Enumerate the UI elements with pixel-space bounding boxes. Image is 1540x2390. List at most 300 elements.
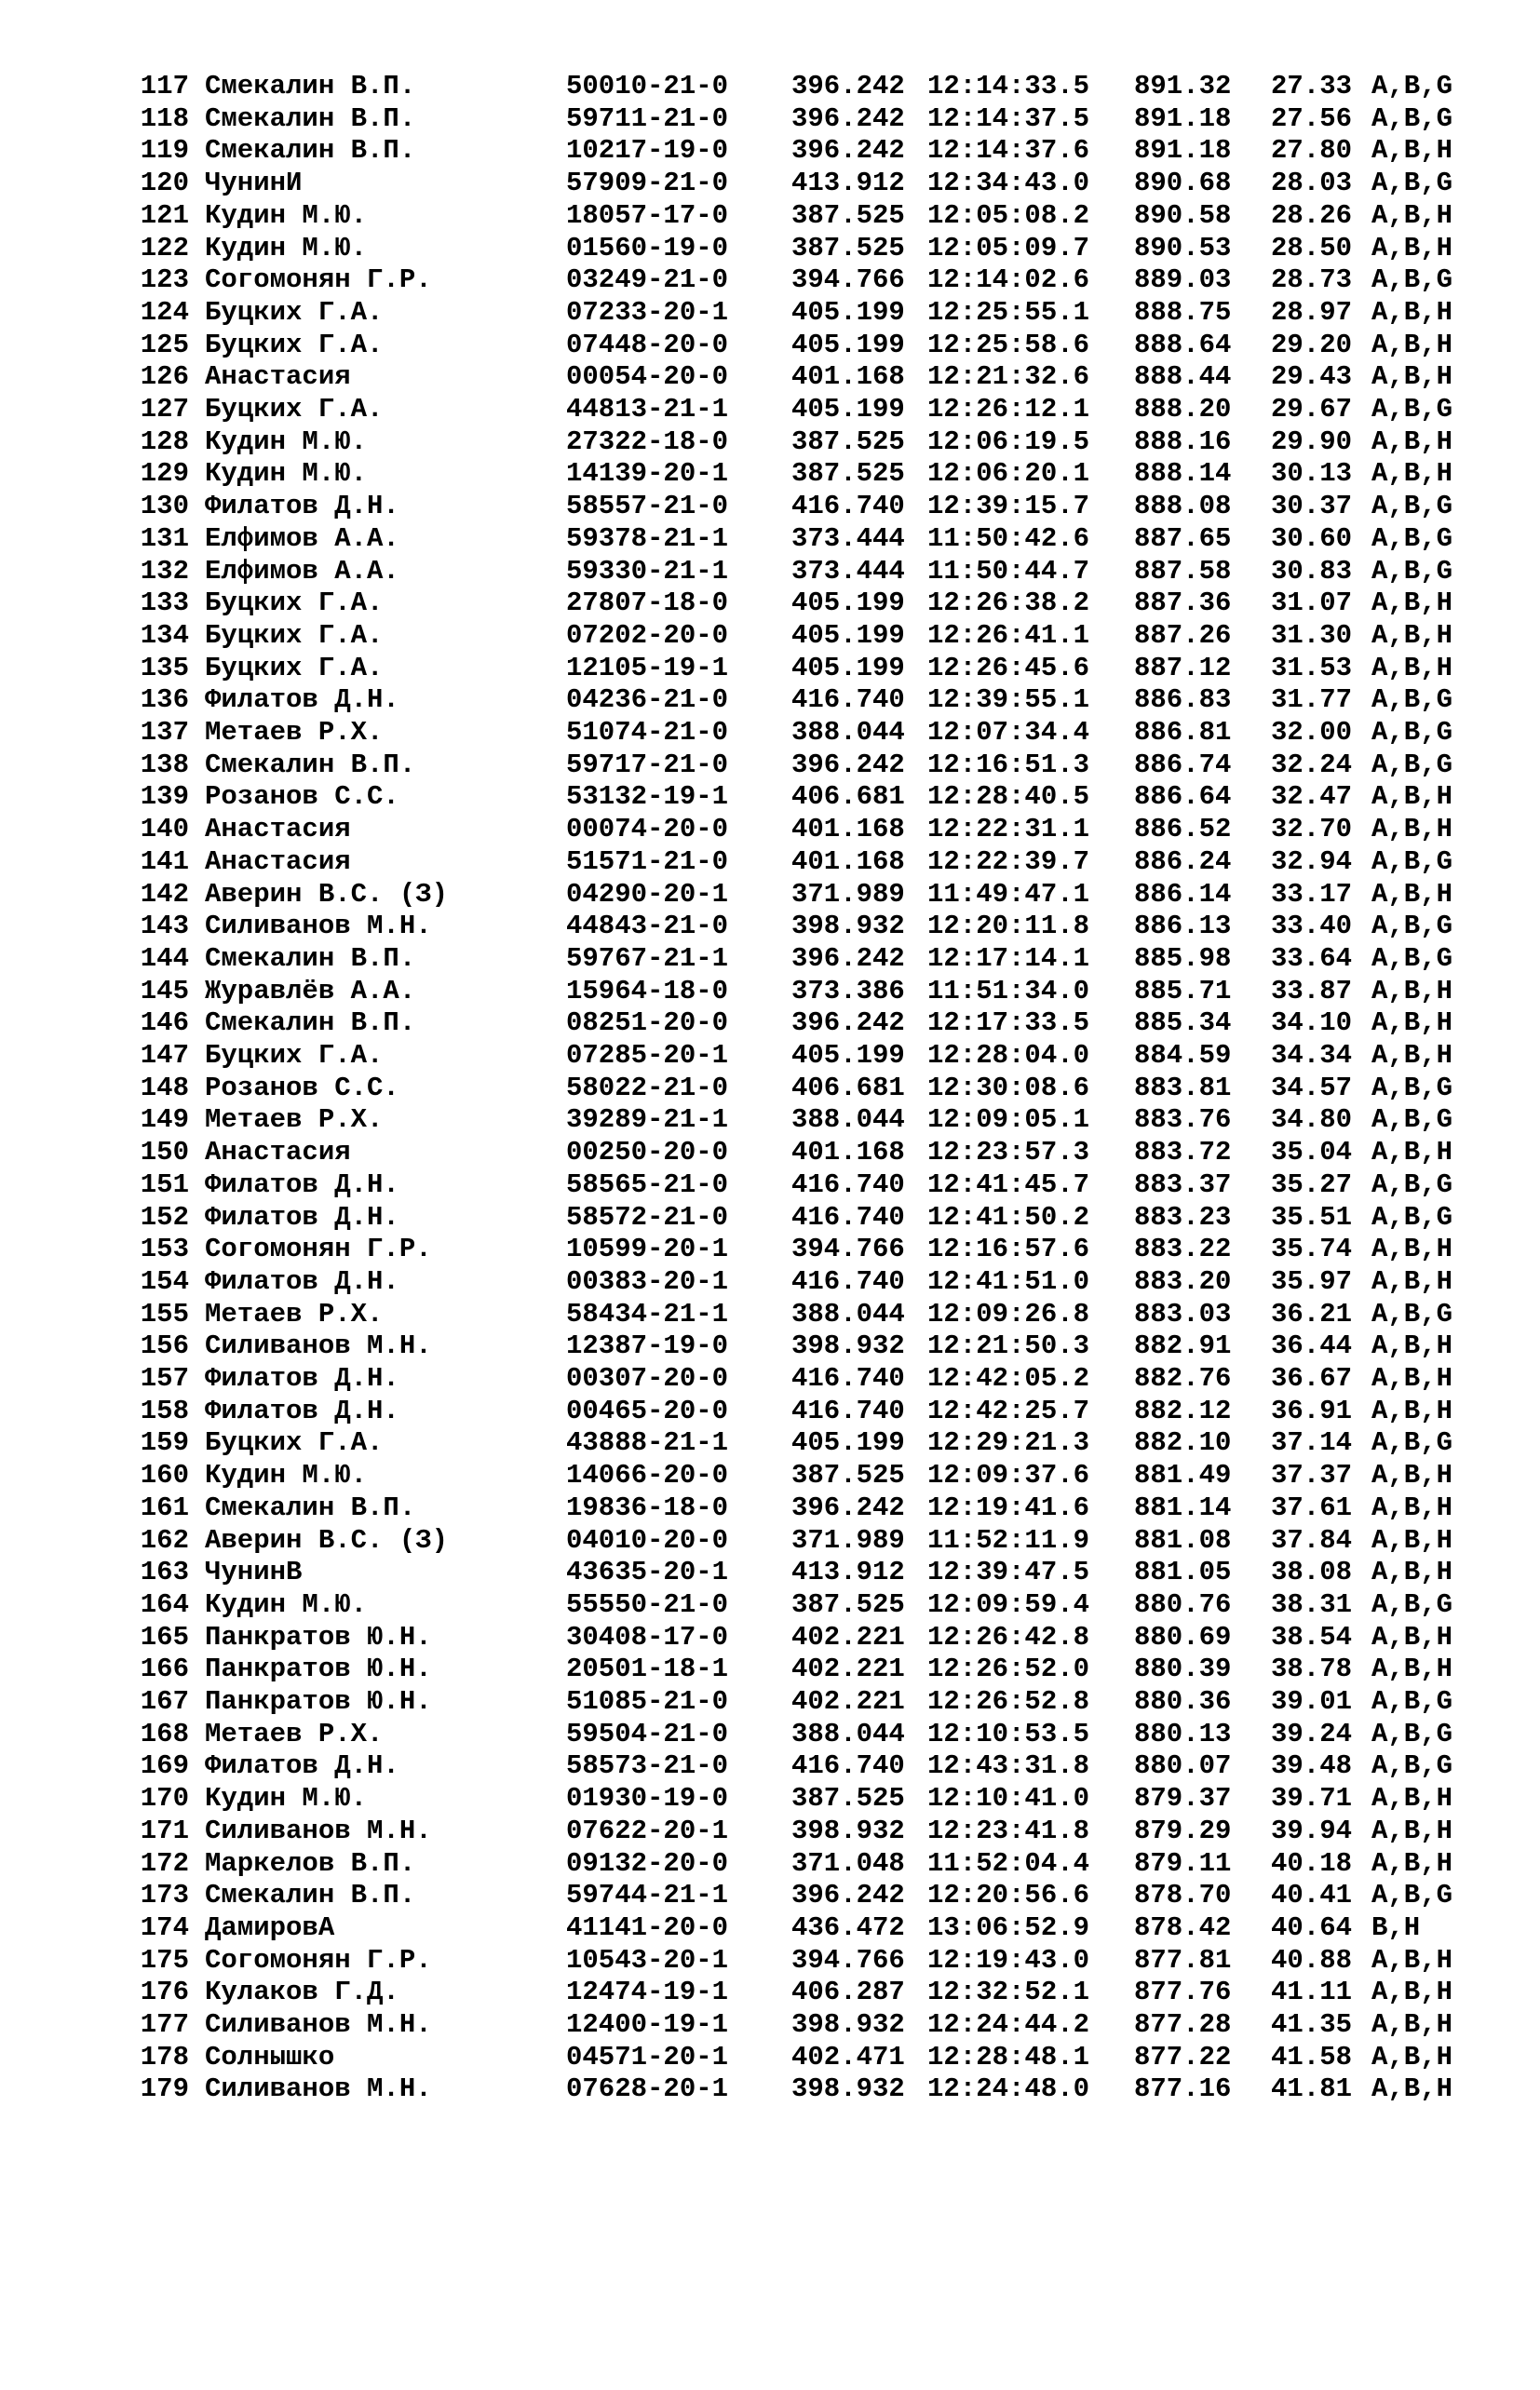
time-cell: 12:17:14.1: [927, 942, 1090, 974]
distance-cell: 405.199: [791, 296, 905, 328]
speed-cell: 890.68: [1134, 168, 1232, 199]
ring-cell: 09132-20-0: [566, 1847, 729, 1879]
ring-cell: 14139-20-1: [566, 458, 729, 490]
name-cell: Силиванов М.Н.: [205, 2009, 432, 2040]
coefficient-cell: 29.90: [1271, 425, 1353, 457]
result-row: [0, 2042, 1540, 2073]
distance-cell: 373.386: [791, 975, 905, 1006]
result-row: [0, 1202, 1540, 1234]
position-cell: 128: [140, 425, 189, 457]
speed-cell: 881.49: [1134, 1460, 1232, 1492]
ring-cell: 20501-18-1: [566, 1654, 729, 1685]
ring-cell: 04290-20-1: [566, 878, 729, 910]
position-cell: 179: [140, 2073, 189, 2105]
result-row: [0, 684, 1540, 716]
position-cell: 126: [140, 361, 189, 393]
coefficient-cell: 29.43: [1271, 361, 1353, 393]
speed-cell: 879.29: [1134, 1815, 1232, 1846]
coefficient-cell: 35.74: [1271, 1234, 1353, 1265]
ring-cell: 18057-17-0: [566, 199, 729, 231]
distance-cell: 394.766: [791, 1234, 905, 1265]
position-cell: 117: [140, 71, 189, 101]
time-cell: 12:10:53.5: [927, 1718, 1090, 1749]
class-cell: A,B,G: [1371, 845, 1453, 877]
coefficient-cell: 28.03: [1271, 168, 1353, 199]
class-cell: A,B,H: [1371, 425, 1453, 457]
result-row: [0, 103, 1540, 135]
name-cell: Елфимов А.А.: [205, 555, 399, 587]
position-cell: 151: [140, 1168, 189, 1200]
distance-cell: 405.199: [791, 652, 905, 683]
speed-cell: 884.59: [1134, 1040, 1232, 1071]
class-cell: A,B,H: [1371, 135, 1453, 167]
time-cell: 12:14:37.6: [927, 135, 1090, 167]
class-cell: A,B,H: [1371, 199, 1453, 231]
time-cell: 12:21:50.3: [927, 1330, 1090, 1362]
speed-cell: 883.76: [1134, 1104, 1232, 1136]
result-row: [0, 1427, 1540, 1459]
speed-cell: 891.18: [1134, 135, 1232, 167]
time-cell: 12:39:55.1: [927, 684, 1090, 716]
coefficient-cell: 41.81: [1271, 2073, 1353, 2105]
time-cell: 12:42:25.7: [927, 1395, 1090, 1426]
ring-cell: 58557-21-0: [566, 491, 729, 522]
speed-cell: 888.08: [1134, 491, 1232, 522]
time-cell: 12:09:37.6: [927, 1460, 1090, 1492]
name-cell: Кудин М.Ю.: [205, 1588, 368, 1620]
coefficient-cell: 35.51: [1271, 1201, 1353, 1233]
class-cell: A,B,H: [1371, 814, 1453, 845]
time-cell: 12:26:45.6: [927, 652, 1090, 683]
time-cell: 12:14:02.6: [927, 264, 1090, 296]
time-cell: 12:14:33.5: [927, 71, 1090, 101]
distance-cell: 405.199: [791, 1040, 905, 1071]
speed-cell: 882.91: [1134, 1330, 1232, 1362]
name-cell: Аверин В.С. (З): [205, 1524, 449, 1556]
name-cell: Буцких Г.А.: [205, 329, 384, 360]
result-row: [0, 1622, 1540, 1654]
speed-cell: 881.08: [1134, 1524, 1232, 1556]
result-row: [0, 71, 1540, 102]
coefficient-cell: 36.67: [1271, 1363, 1353, 1394]
name-cell: Филатов Д.Н.: [205, 1750, 399, 1782]
result-row: [0, 1040, 1540, 1072]
class-cell: A,B,H: [1371, 2073, 1453, 2105]
speed-cell: 880.36: [1134, 1686, 1232, 1717]
coefficient-cell: 28.97: [1271, 296, 1353, 328]
speed-cell: 888.20: [1134, 394, 1232, 425]
position-cell: 131: [140, 522, 189, 554]
result-row: [0, 1557, 1540, 1588]
result-row: [0, 653, 1540, 684]
position-cell: 139: [140, 781, 189, 813]
ring-cell: 01930-19-0: [566, 1783, 729, 1815]
time-cell: 12:22:39.7: [927, 845, 1090, 877]
name-cell: Смекалин В.П.: [205, 1880, 416, 1911]
name-cell: Елфимов А.А.: [205, 522, 399, 554]
speed-cell: 886.64: [1134, 781, 1232, 813]
coefficient-cell: 30.83: [1271, 555, 1353, 587]
time-cell: 12:05:08.2: [927, 199, 1090, 231]
position-cell: 140: [140, 814, 189, 845]
result-row: [0, 1945, 1540, 1977]
coefficient-cell: 31.53: [1271, 652, 1353, 683]
distance-cell: 406.681: [791, 1072, 905, 1103]
result-row: [0, 1848, 1540, 1880]
result-row: [0, 1589, 1540, 1621]
coefficient-cell: 34.57: [1271, 1072, 1353, 1103]
name-cell: Метаев Р.Х.: [205, 1298, 384, 1330]
speed-cell: 888.14: [1134, 458, 1232, 490]
coefficient-cell: 39.48: [1271, 1750, 1353, 1782]
result-row: [0, 200, 1540, 232]
name-cell: Филатов Д.Н.: [205, 684, 399, 716]
distance-cell: 387.525: [791, 1783, 905, 1815]
distance-cell: 401.168: [791, 845, 905, 877]
coefficient-cell: 40.88: [1271, 1944, 1353, 1976]
name-cell: Согомонян Г.Р.: [205, 1234, 432, 1265]
class-cell: A,B,H: [1371, 329, 1453, 360]
distance-cell: 396.242: [791, 102, 905, 134]
result-row: [0, 1912, 1540, 1944]
position-cell: 150: [140, 1137, 189, 1168]
coefficient-cell: 33.40: [1271, 911, 1353, 942]
name-cell: Анастасия: [205, 814, 351, 845]
name-cell: Анастасия: [205, 1137, 351, 1168]
speed-cell: 885.34: [1134, 1007, 1232, 1039]
position-cell: 170: [140, 1783, 189, 1815]
distance-cell: 387.525: [791, 199, 905, 231]
class-cell: A,B,H: [1371, 878, 1453, 910]
time-cell: 12:09:26.8: [927, 1298, 1090, 1330]
distance-cell: 402.221: [791, 1621, 905, 1653]
result-row: [0, 556, 1540, 587]
name-cell: Буцких Г.А.: [205, 1427, 384, 1459]
position-cell: 149: [140, 1104, 189, 1136]
time-cell: 12:19:41.6: [927, 1492, 1090, 1523]
speed-cell: 880.07: [1134, 1750, 1232, 1782]
name-cell: Филатов Д.Н.: [205, 1168, 399, 1200]
distance-cell: 388.044: [791, 1104, 905, 1136]
position-cell: 154: [140, 1265, 189, 1297]
distance-cell: 398.932: [791, 911, 905, 942]
speed-cell: 879.11: [1134, 1847, 1232, 1879]
coefficient-cell: 34.10: [1271, 1007, 1353, 1039]
class-cell: A,B,G: [1371, 491, 1453, 522]
name-cell: Буцких Г.А.: [205, 619, 384, 651]
time-cell: 12:09:05.1: [927, 1104, 1090, 1136]
position-cell: 148: [140, 1072, 189, 1103]
position-cell: 123: [140, 264, 189, 296]
time-cell: 12:34:43.0: [927, 168, 1090, 199]
ring-cell: 04236-21-0: [566, 684, 729, 716]
coefficient-cell: 38.54: [1271, 1621, 1353, 1653]
result-row: [0, 1104, 1540, 1136]
coefficient-cell: 40.41: [1271, 1880, 1353, 1911]
result-row: [0, 1363, 1540, 1395]
speed-cell: 877.16: [1134, 2073, 1232, 2105]
distance-cell: 396.242: [791, 749, 905, 780]
position-cell: 146: [140, 1007, 189, 1039]
ring-cell: 53132-19-1: [566, 781, 729, 813]
ring-cell: 41141-20-0: [566, 1911, 729, 1943]
speed-cell: 886.13: [1134, 911, 1232, 942]
name-cell: Анастасия: [205, 361, 351, 393]
time-cell: 12:10:41.0: [927, 1783, 1090, 1815]
coefficient-cell: 37.37: [1271, 1460, 1353, 1492]
speed-cell: 883.03: [1134, 1298, 1232, 1330]
time-cell: 12:32:52.1: [927, 1977, 1090, 2008]
result-row: [0, 426, 1540, 458]
time-cell: 12:05:09.7: [927, 232, 1090, 263]
coefficient-cell: 39.94: [1271, 1815, 1353, 1846]
position-cell: 162: [140, 1524, 189, 1556]
name-cell: Кудин М.Ю.: [205, 199, 368, 231]
coefficient-cell: 38.31: [1271, 1588, 1353, 1620]
speed-cell: 886.24: [1134, 845, 1232, 877]
speed-cell: 886.74: [1134, 749, 1232, 780]
distance-cell: 416.740: [791, 1395, 905, 1426]
class-cell: A,B,G: [1371, 1072, 1453, 1103]
result-row: [0, 1525, 1540, 1557]
time-cell: 12:41:51.0: [927, 1265, 1090, 1297]
ring-cell: 51074-21-0: [566, 717, 729, 748]
name-cell: Кудин М.Ю.: [205, 232, 368, 263]
position-cell: 133: [140, 587, 189, 619]
distance-cell: 398.932: [791, 1815, 905, 1846]
distance-cell: 396.242: [791, 71, 905, 101]
class-cell: A,B,H: [1371, 1621, 1453, 1653]
time-cell: 12:22:31.1: [927, 814, 1090, 845]
class-cell: A,B,H: [1371, 1460, 1453, 1492]
ring-cell: 12400-19-1: [566, 2009, 729, 2040]
coefficient-cell: 40.64: [1271, 1911, 1353, 1943]
name-cell: Силиванов М.Н.: [205, 2073, 432, 2105]
speed-cell: 890.53: [1134, 232, 1232, 263]
position-cell: 144: [140, 942, 189, 974]
name-cell: Филатов Д.Н.: [205, 1201, 399, 1233]
ring-cell: 10217-19-0: [566, 135, 729, 167]
time-cell: 12:25:55.1: [927, 296, 1090, 328]
ring-cell: 07448-20-0: [566, 329, 729, 360]
position-cell: 175: [140, 1944, 189, 1976]
class-cell: A,B,G: [1371, 102, 1453, 134]
ring-cell: 51571-21-0: [566, 845, 729, 877]
speed-cell: 883.22: [1134, 1234, 1232, 1265]
class-cell: A,B,G: [1371, 71, 1453, 101]
result-row: [0, 1880, 1540, 1911]
ring-cell: 10599-20-1: [566, 1234, 729, 1265]
class-cell: A,B,H: [1371, 781, 1453, 813]
distance-cell: 396.242: [791, 135, 905, 167]
ring-cell: 07233-20-1: [566, 296, 729, 328]
name-cell: Согомонян Г.Р.: [205, 1944, 432, 1976]
class-cell: A,B,H: [1371, 296, 1453, 328]
position-cell: 119: [140, 135, 189, 167]
coefficient-cell: 29.67: [1271, 394, 1353, 425]
position-cell: 176: [140, 1977, 189, 2008]
distance-cell: 371.048: [791, 1847, 905, 1879]
position-cell: 161: [140, 1492, 189, 1523]
time-cell: 11:49:47.1: [927, 878, 1090, 910]
class-cell: A,B,G: [1371, 264, 1453, 296]
name-cell: Солнышко: [205, 2041, 335, 2073]
result-row: [0, 330, 1540, 361]
ring-cell: 59717-21-0: [566, 749, 729, 780]
time-cell: 12:14:37.5: [927, 102, 1090, 134]
coefficient-cell: 34.80: [1271, 1104, 1353, 1136]
distance-cell: 416.740: [791, 491, 905, 522]
ring-cell: 58434-21-1: [566, 1298, 729, 1330]
time-cell: 12:21:32.6: [927, 361, 1090, 393]
ring-cell: 14066-20-0: [566, 1460, 729, 1492]
time-cell: 12:25:58.6: [927, 329, 1090, 360]
time-cell: 11:52:04.4: [927, 1847, 1090, 1879]
ring-cell: 00307-20-0: [566, 1363, 729, 1394]
distance-cell: 396.242: [791, 1880, 905, 1911]
name-cell: Кудин М.Ю.: [205, 458, 368, 490]
coefficient-cell: 30.37: [1271, 491, 1353, 522]
position-cell: 137: [140, 717, 189, 748]
ring-cell: 03249-21-0: [566, 264, 729, 296]
result-row: [0, 523, 1540, 555]
distance-cell: 416.740: [791, 684, 905, 716]
name-cell: Розанов С.С.: [205, 1072, 399, 1103]
distance-cell: 388.044: [791, 1298, 905, 1330]
coefficient-cell: 32.47: [1271, 781, 1353, 813]
name-cell: Буцких Г.А.: [205, 652, 384, 683]
distance-cell: 401.168: [791, 1137, 905, 1168]
distance-cell: 387.525: [791, 425, 905, 457]
speed-cell: 888.75: [1134, 296, 1232, 328]
result-row: [0, 879, 1540, 911]
time-cell: 13:06:52.9: [927, 1911, 1090, 1943]
position-cell: 152: [140, 1201, 189, 1233]
result-row: [0, 1686, 1540, 1718]
name-cell: Маркелов В.П.: [205, 1847, 416, 1879]
position-cell: 121: [140, 199, 189, 231]
ring-cell: 44813-21-1: [566, 394, 729, 425]
name-cell: Кудин М.Ю.: [205, 425, 368, 457]
class-cell: A,B,H: [1371, 1557, 1453, 1588]
distance-cell: 405.199: [791, 587, 905, 619]
name-cell: Филатов Д.Н.: [205, 1265, 399, 1297]
class-cell: A,B,H: [1371, 1040, 1453, 1071]
coefficient-cell: 35.97: [1271, 1265, 1353, 1297]
class-cell: A,B,G: [1371, 1750, 1453, 1782]
position-cell: 145: [140, 975, 189, 1006]
ring-cell: 19836-18-0: [566, 1492, 729, 1523]
speed-cell: 886.83: [1134, 684, 1232, 716]
ring-cell: 51085-21-0: [566, 1686, 729, 1717]
class-cell: B,H: [1371, 1911, 1421, 1943]
class-cell: A,B,G: [1371, 1880, 1453, 1911]
result-row: [0, 1750, 1540, 1782]
class-cell: A,B,H: [1371, 361, 1453, 393]
position-cell: 142: [140, 878, 189, 910]
ring-cell: 59767-21-1: [566, 942, 729, 974]
ring-cell: 59711-21-0: [566, 102, 729, 134]
position-cell: 135: [140, 652, 189, 683]
result-row: [0, 491, 1540, 522]
speed-cell: 877.22: [1134, 2041, 1232, 2073]
class-cell: A,B,H: [1371, 1234, 1453, 1265]
ring-cell: 12474-19-1: [566, 1977, 729, 2008]
class-cell: A,B,G: [1371, 942, 1453, 974]
speed-cell: 886.14: [1134, 878, 1232, 910]
coefficient-cell: 32.24: [1271, 749, 1353, 780]
speed-cell: 880.39: [1134, 1654, 1232, 1685]
position-cell: 122: [140, 232, 189, 263]
position-cell: 172: [140, 1847, 189, 1879]
coefficient-cell: 33.87: [1271, 975, 1353, 1006]
ring-cell: 39289-21-1: [566, 1104, 729, 1136]
time-cell: 11:52:11.9: [927, 1524, 1090, 1556]
coefficient-cell: 27.56: [1271, 102, 1353, 134]
ring-cell: 15964-18-0: [566, 975, 729, 1006]
ring-cell: 08251-20-0: [566, 1007, 729, 1039]
name-cell: Кудин М.Ю.: [205, 1460, 368, 1492]
result-row: [0, 2073, 1540, 2105]
distance-cell: 413.912: [791, 1557, 905, 1588]
ring-cell: 30408-17-0: [566, 1621, 729, 1653]
distance-cell: 406.681: [791, 781, 905, 813]
position-cell: 164: [140, 1588, 189, 1620]
result-row: [0, 846, 1540, 878]
position-cell: 168: [140, 1718, 189, 1749]
distance-cell: 371.989: [791, 1524, 905, 1556]
distance-cell: 405.199: [791, 394, 905, 425]
position-cell: 163: [140, 1557, 189, 1588]
name-cell: Силиванов М.Н.: [205, 1330, 432, 1362]
time-cell: 12:28:40.5: [927, 781, 1090, 813]
position-cell: 118: [140, 102, 189, 134]
class-cell: A,B,G: [1371, 749, 1453, 780]
coefficient-cell: 38.08: [1271, 1557, 1353, 1588]
ring-cell: 43888-21-1: [566, 1427, 729, 1459]
distance-cell: 396.242: [791, 942, 905, 974]
speed-cell: 890.58: [1134, 199, 1232, 231]
speed-cell: 888.64: [1134, 329, 1232, 360]
speed-cell: 881.05: [1134, 1557, 1232, 1588]
result-row: [0, 911, 1540, 942]
name-cell: Силиванов М.Н.: [205, 911, 432, 942]
name-cell: Аверин В.С. (З): [205, 878, 449, 910]
result-row: [0, 1783, 1540, 1815]
name-cell: Панкратов Ю.Н.: [205, 1621, 432, 1653]
result-row: [0, 297, 1540, 329]
result-row: [0, 717, 1540, 749]
distance-cell: 398.932: [791, 2009, 905, 2040]
distance-cell: 398.932: [791, 1330, 905, 1362]
ring-cell: 58572-21-0: [566, 1201, 729, 1233]
name-cell: Розанов С.С.: [205, 781, 399, 813]
ring-cell: 04010-20-0: [566, 1524, 729, 1556]
distance-cell: 373.444: [791, 522, 905, 554]
time-cell: 12:42:05.2: [927, 1363, 1090, 1394]
class-cell: A,B,G: [1371, 1427, 1453, 1459]
distance-cell: 436.472: [791, 1911, 905, 1943]
class-cell: A,B,H: [1371, 1330, 1453, 1362]
ring-cell: 27807-18-0: [566, 587, 729, 619]
coefficient-cell: 35.04: [1271, 1137, 1353, 1168]
coefficient-cell: 35.27: [1271, 1168, 1353, 1200]
distance-cell: 401.168: [791, 814, 905, 845]
ring-cell: 12105-19-1: [566, 652, 729, 683]
ring-cell: 01560-19-0: [566, 232, 729, 263]
result-row: [0, 2009, 1540, 2041]
class-cell: A,B,H: [1371, 1654, 1453, 1685]
